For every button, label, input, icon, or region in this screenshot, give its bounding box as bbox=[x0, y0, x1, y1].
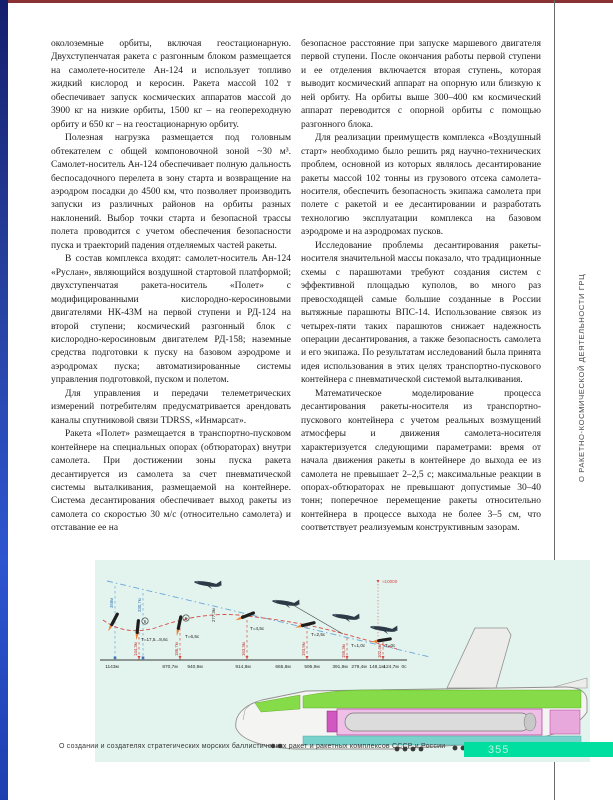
svg-text:914,8м: 914,8м bbox=[235, 665, 251, 670]
diagonal-distance-label: 277,3м bbox=[211, 608, 216, 622]
axis-marker bbox=[142, 657, 145, 660]
svg-text:279,4м: 279,4м bbox=[351, 665, 367, 670]
launch-sequence-figure bbox=[95, 560, 590, 762]
axis-marker bbox=[114, 657, 117, 660]
time-label: Т=17,5...8,6с bbox=[141, 637, 168, 642]
svg-text:186,7м: 186,7м bbox=[174, 642, 179, 656]
svg-text:1143м: 1143м bbox=[105, 665, 119, 670]
svg-text:102,4м: 102,4м bbox=[377, 644, 382, 658]
page-top-edge bbox=[0, 0, 613, 3]
page-left-edge bbox=[0, 0, 8, 800]
footer-caption: О создании и создателях стратегических морских баллистических ракет и ракетных комплексов СССР и России bbox=[59, 743, 446, 750]
cargo-bay-band bbox=[303, 690, 581, 708]
paragraph: Ракета «Полет» размещается в транспортно-пусковом контейнере на специальных опорах (обтюраторах) внутри самолета. При достижении зоны пуска ракета десантируется из самолета за счет пневматической системы выталкивания, размещаемой на контейнере. Система десантирования обеспечивает выход ракеты из самолета со скоростью 30 м/с (относительно самолета) и отставание ее на bbox=[51, 429, 291, 534]
rocket-in-container bbox=[345, 713, 530, 731]
time-label: Т=2,5с bbox=[311, 632, 326, 637]
paragraph: Исследование проблемы десантирования ракеты-носителя значительной массы показало, что традиционные схемы с парашютами требуют создания систем с эффективной площадью куполов, во много раз превосходящей самые большие созданные в России вытяжные парашюты ВПС-14. Использование связок из четырех-пяти таких парашютов снижает надежность операции десантирования, а также безопасность самолета и его экипажа. По результатам исследований была принята идея использования в этих целях транспортно-пускового контейнера с пневматической системой выталкивания. bbox=[301, 240, 541, 386]
time-label: Т=6,5с bbox=[185, 634, 200, 639]
svg-text:155,3м: 155,3м bbox=[341, 644, 346, 658]
text-column-right bbox=[301, 38, 541, 536]
svg-text:148,1м: 148,1м bbox=[369, 665, 385, 670]
svg-text:665,8м: 665,8м bbox=[275, 665, 291, 670]
svg-text:144,3м: 144,3м bbox=[133, 642, 138, 656]
svg-text:595,9м: 595,9м bbox=[304, 665, 320, 670]
sidebar-vertical-caption: О РАКЕТНО-КОСМИЧЕСКОЙ ДЕЯТЕЛЬНОСТИ ГРЦ bbox=[577, 273, 586, 482]
paragraph: безопасное расстояние при запуске маршевого двигателя первой ступени. После окончания работы первой ступени и ее отделения включается вторая ступень, которая выводит космический аппарат на опорную или близкую к ней орбиту. На орбиты выше 300–400 км космический аппарат переводится с опорной орбиты с помощью разгонного блока. bbox=[301, 39, 541, 130]
callout-number: 5 bbox=[184, 616, 188, 621]
rocket-nose-cap bbox=[524, 713, 536, 731]
page-number: 355 bbox=[488, 743, 510, 756]
time-label: Т=0с bbox=[385, 643, 396, 648]
svg-text:391,9м: 391,9м bbox=[332, 665, 348, 670]
svg-text:358м: 358м bbox=[109, 597, 114, 608]
ejection-system-block bbox=[327, 711, 337, 732]
paragraph: Полезная нагрузка размещается под головным обтекателем с общей компоновочной зоной ~30 м³. Самолет-носитель Ан-124 обеспечивает полную дальность беспосадочного перелета в зону старта и возвращение на аэродром посадки до 4500 км, что позволяет производить запуски из различных районов на орбиты разных наклонений. Выбор точки старта и безопасной трассы полета проводится с учетом обеспечения безопасности пуска и траекторий падения отделяемых частей ракеты. bbox=[51, 133, 291, 251]
svg-text:193,9м: 193,9м bbox=[301, 642, 306, 656]
figure-canvas bbox=[95, 560, 590, 762]
svg-text:124,7м: 124,7м bbox=[383, 665, 399, 670]
svg-text:330,7м: 330,7м bbox=[137, 598, 142, 612]
paragraph: Для управления и передачи телеметрических измерений потребителям предусматривается арендовать каналы спутниковой связи TDRSS, «Инмарсат». bbox=[51, 388, 291, 426]
svg-text:940,9м: 940,9м bbox=[187, 665, 203, 670]
paragraph: околоземные орбиты, включая геостационарную. Двухступенчатая ракета с разгонным блоком размещается на самолете-носителе Ан-124 и использует топливо жидкий кислород и керосин. Ракета массой 102 т обеспечивает запуск космических аппаратов массой до 3900 кг на низкие орбиты, 1500 кг – на геопереходную орбиту и 650 кг – на геостационарную орбиту. bbox=[51, 39, 291, 130]
time-label: Т=1,0с bbox=[351, 643, 366, 648]
svg-text:0с: 0с bbox=[401, 665, 407, 670]
altitude-label: ≈10000 bbox=[382, 579, 398, 584]
svg-text:870,7м: 870,7м bbox=[162, 665, 178, 670]
text-column-left bbox=[51, 38, 291, 536]
paragraph: Для реализации преимуществ комплекса «Воздушный старт» необходимо было решить ряд научно-технических проблем, основной из которых являлось десантирование ракеты массой 102 тонны из грузового отсека самолета-носителя, обеспечить безопасность экипажа самолета при полете с ракетой и ее десантировании и разработать технологию эксплуатации комплекса на базовом аэродроме и на аэродромах пусков. bbox=[301, 133, 541, 238]
svg-text:163,3м: 163,3м bbox=[241, 642, 246, 656]
callout-number: 6 bbox=[143, 619, 147, 624]
paragraph: Математическое моделирование процесса десантирования ракеты-носителя из транспортно-пускового контейнера с учетом реальных возмущений атмосферы и движения самолета-носителя характеризуется следующими параметрами: время от начала движения ракеты в контейнере до выхода ее из самолета не превышает 2–2,5 с; максимальные реакции в опорах-обтюраторах не превышают допустимые 30–40 тонн; поперечное перемещение ракеты относительно контейнера в процессе выхода не более 3–5 см, что соответствует реализуемым конструктивным зазорам. bbox=[301, 388, 541, 534]
aft-equipment-bay bbox=[550, 710, 580, 734]
paragraph: В состав комплекса входят: самолет-носитель Ан-124 «Руслан», являющийся воздушной стартовой платформой; двухступенчатая ракета-носитель «Полет» с модифицированными кислородно-керосиновыми двигателями НК-43М на первой ступени и РД-124 на второй ступени; космический разгонный блок с кислородно-керосиновым двигателем РД-158; наземные средства подготовки к пуску на базовом аэродроме и аэродромах пуска; автоматизированные системы управления подготовкой, пуском и полетом. bbox=[51, 254, 291, 386]
page-number-badge bbox=[464, 742, 613, 757]
time-label: Т=4,5с bbox=[250, 626, 265, 631]
